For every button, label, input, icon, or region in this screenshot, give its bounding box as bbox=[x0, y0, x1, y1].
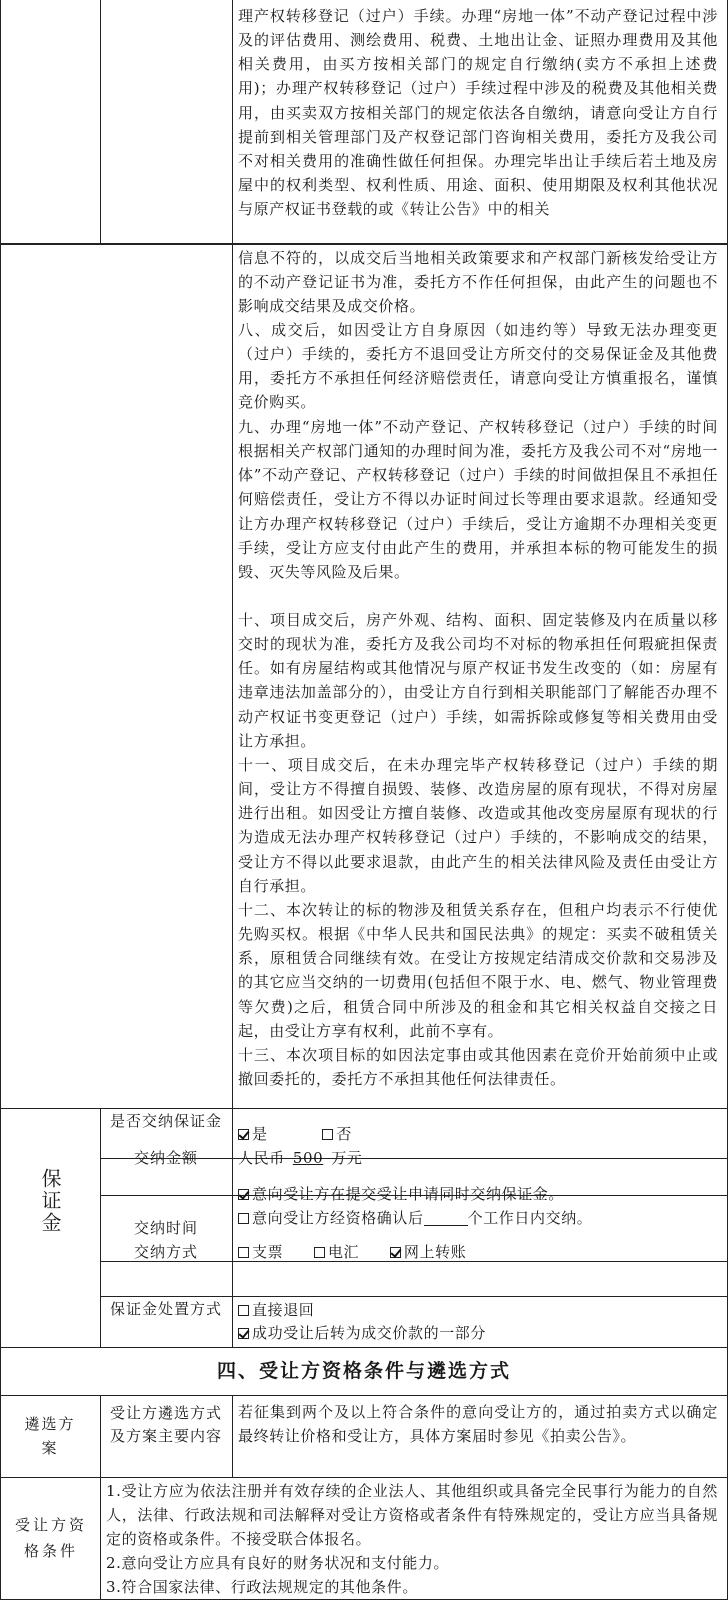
checkbox-empty-icon bbox=[238, 1213, 249, 1224]
clause-12: 十二、本次转让的标的物涉及租赁关系存在，但租户均表示不行使优先购买权。根据《中华人民共和国民法典》的规定：买卖不破租赁关系，原租赁合同继续有效。在受让方按规定结清成交价款和交易涉及的其它应当交纳的一切费用(包括但不限于水、电、燃气、物业管理费等欠费)之后，租赁合同中所涉及的租金和其它相关权益自交接之日起，由受让方享有权利，此前不享有。 bbox=[238, 901, 718, 1040]
row-line-section4-bottom bbox=[0, 1395, 728, 1396]
continued-text-top: 理产权转移登记（过户）手续。办理“房地一体”不动产登记过程中涉及的评估费用、测绘费用、税费、土地出让金、证照办理费用及其他相关费用，由买方按相关部门的规定自行缴纳(卖方不承担上述费用)；办理产权转移登记（过户）手续过程中涉及的税费及其他相关费用，由买卖双方按相关部门的规定依法各自缴纳，请意向受让方自行提前到相关管理部门及产权登记部门咨询相关费用，委托方及我公司不对相关费用的准确性做任何担保。办理完毕出让手续后若土地及房屋中的权利类型、权利性质、用途、面积、使用期限及权利其他状况与原产权证书登载的或《转让公告》中的相关 bbox=[238, 7, 718, 219]
clause-8: 八、成交后，如因受让方自身原因（如违约等）导致无法办理变更（过户）手续的，委托方不退回受让方所交付的交易保证金及其他费用，委托方不承担任何经济赔偿责任，请意向受让方慎重报名，谨慎竞价购买。 bbox=[238, 321, 718, 412]
deposit-amount-label: 交纳金额 bbox=[133, 1149, 198, 1167]
deposit-amount-value: 500 bbox=[292, 1149, 324, 1167]
page-break-line bbox=[0, 243, 728, 245]
deposit-disposal-option2[interactable]: 成功受让后转为成交价款的一部分 bbox=[238, 1321, 486, 1345]
continued-text-bottom: 信息不符的，以成交后当地相关政策要求和产权部门新核发给受让方的不动产登记证书为准，委托方不作任何担保，由此产生的问题也不影响成交结果及成交价格。 bbox=[238, 249, 718, 316]
deposit-disposal-option1[interactable]: 直接退回 bbox=[238, 1298, 314, 1322]
deposit-required-yes[interactable]: 是 bbox=[238, 1125, 268, 1143]
selection-sublabel: 受让方遴选方式及方案主要内容 bbox=[109, 1404, 222, 1445]
deposit-required-options bbox=[238, 1122, 352, 1146]
deposit-disposal-label: 保证金处置方式 bbox=[109, 1300, 222, 1318]
clause-11: 十一、项目成交后，在未办理完毕产权转移登记（过户）手续的期间，受让方不得擅自损毁、装修、改造房屋的原有现状，不得对房屋进行出租。如因受让方擅自装修、改造或其他改变房屋原有现状的行为造成无法办理产权转移登记（过户）手续的，不影响成交的结果，受让方不得以此要求退款，由此产生的相关法律风险及责任由受让方自行承担。 bbox=[238, 756, 718, 895]
clause-13: 十三、本次项目标的如因法定事由或其他因素在竞价开始前须中止或撤回委托的，委托方不承担其他任何法律责任。 bbox=[238, 1046, 718, 1089]
column-divider-main-lower bbox=[232, 1108, 233, 1348]
checkbox-empty-icon bbox=[238, 1305, 249, 1316]
row-line-section4-top bbox=[0, 1347, 728, 1348]
row-line-disposal bbox=[100, 1296, 728, 1297]
column-divider-main bbox=[232, 0, 233, 1108]
row-line-qualification-top bbox=[0, 1477, 728, 1478]
checkbox-checked-icon bbox=[238, 1189, 249, 1200]
deposit-section-text: 保证金 bbox=[38, 1168, 62, 1234]
days-blank bbox=[424, 1210, 468, 1226]
deposit-time-label: 交纳时间 bbox=[133, 1219, 198, 1237]
column-divider-qualification bbox=[100, 1477, 101, 1600]
clause-10: 十、项目成交后，房产外观、结构、面积、固定装修及内在质量以移交时的现状为准，委托方及我公司均不对标的物承担任何瑕疵担保责任。如有房屋结构或其他情况与原产权证书发生改变的（如：房屋有违章违法加盖部分的），由受让方自行到相关职能部门了解能否办理不动产权证书变更登记（过户）手续，如需拆除或修复等相关费用由受让方承担。 bbox=[238, 611, 718, 750]
deposit-time-option2[interactable]: 意向受让方经资格确认后 个工作日内交纳。 bbox=[238, 1206, 592, 1230]
deposit-amount-value-row: 人民币 500 万元 bbox=[238, 1149, 363, 1167]
qualification-item-1: 1.受让方应为依法注册并有效存续的企业法人、其他组织或具备完全民事行为能力的自然人，法律、行政法规和司法解释对受让方资格或者条件有特殊规定的，受让方应当具备规定的资格或条件。不接受联合体报名。 bbox=[106, 1482, 718, 1548]
qualification-item-3: 3.符合国家法律、行政法规规定的其他条件。 bbox=[106, 1578, 418, 1596]
section4-title: 四、受让方资格条件与遴选方式 bbox=[216, 1360, 511, 1382]
checkbox-checked-icon bbox=[390, 1247, 401, 1258]
checkbox-empty-icon bbox=[322, 1129, 333, 1140]
deposit-section-label bbox=[20, 1168, 80, 1241]
column-divider-selection bbox=[232, 1395, 233, 1477]
deposit-time-option1[interactable]: 意向受让方在提交受让申请同时交纳保证金。 bbox=[238, 1182, 564, 1206]
qualification-label: 受让方资格条件 bbox=[14, 1516, 87, 1560]
deposit-method-label: 交纳方式 bbox=[133, 1243, 198, 1261]
method-online-option[interactable]: 网上转账 bbox=[390, 1243, 466, 1261]
column-divider-left-top bbox=[100, 0, 101, 244]
checkbox-checked-icon bbox=[238, 1328, 249, 1339]
method-wire-option[interactable]: 电汇 bbox=[314, 1243, 359, 1261]
column-divider-left-selection bbox=[100, 1395, 101, 1477]
deposit-required-label: 是否交纳保证金 bbox=[109, 1112, 222, 1130]
checkbox-empty-icon bbox=[238, 1247, 249, 1258]
checkbox-empty-icon bbox=[314, 1247, 325, 1258]
method-check-option[interactable]: 支票 bbox=[238, 1243, 283, 1261]
clause-9: 九、办理“房地一体”不动产登记、产权转移登记（过户）手续的时间根据相关产权部门通知的办理时间为准，委托方及我公司不对“房地一体”不动产登记、产权转移登记（过户）手续的时间做担保且不承担任何赔偿责任，受让方不得以办证时间过长等理由要求退款。经通知受让方办理产权转移登记（过户）手续后，受让方逾期不办理相关变更手续，受让方应支付由此产生的费用，并承担本标的物可能发生的损毁、灭失等风险及后果。 bbox=[238, 418, 718, 581]
deposit-required-no[interactable]: 否 bbox=[322, 1125, 352, 1143]
checkbox-checked-icon bbox=[238, 1129, 249, 1140]
row-line-deposit-top bbox=[0, 1108, 728, 1109]
qualification-item-2: 2.意向受让方应具有良好的财务状况和支付能力。 bbox=[106, 1554, 450, 1572]
deposit-method-options bbox=[238, 1240, 466, 1264]
column-divider-left-deposit bbox=[100, 1108, 101, 1348]
selection-content: 若征集到两个及以上符合条件的意向受让方的，通过拍卖方式以确定最终转让价格和受让方，具体方案届时参见《拍卖公告》。 bbox=[238, 1403, 718, 1446]
selection-label: 遴选方案 bbox=[24, 1415, 76, 1457]
